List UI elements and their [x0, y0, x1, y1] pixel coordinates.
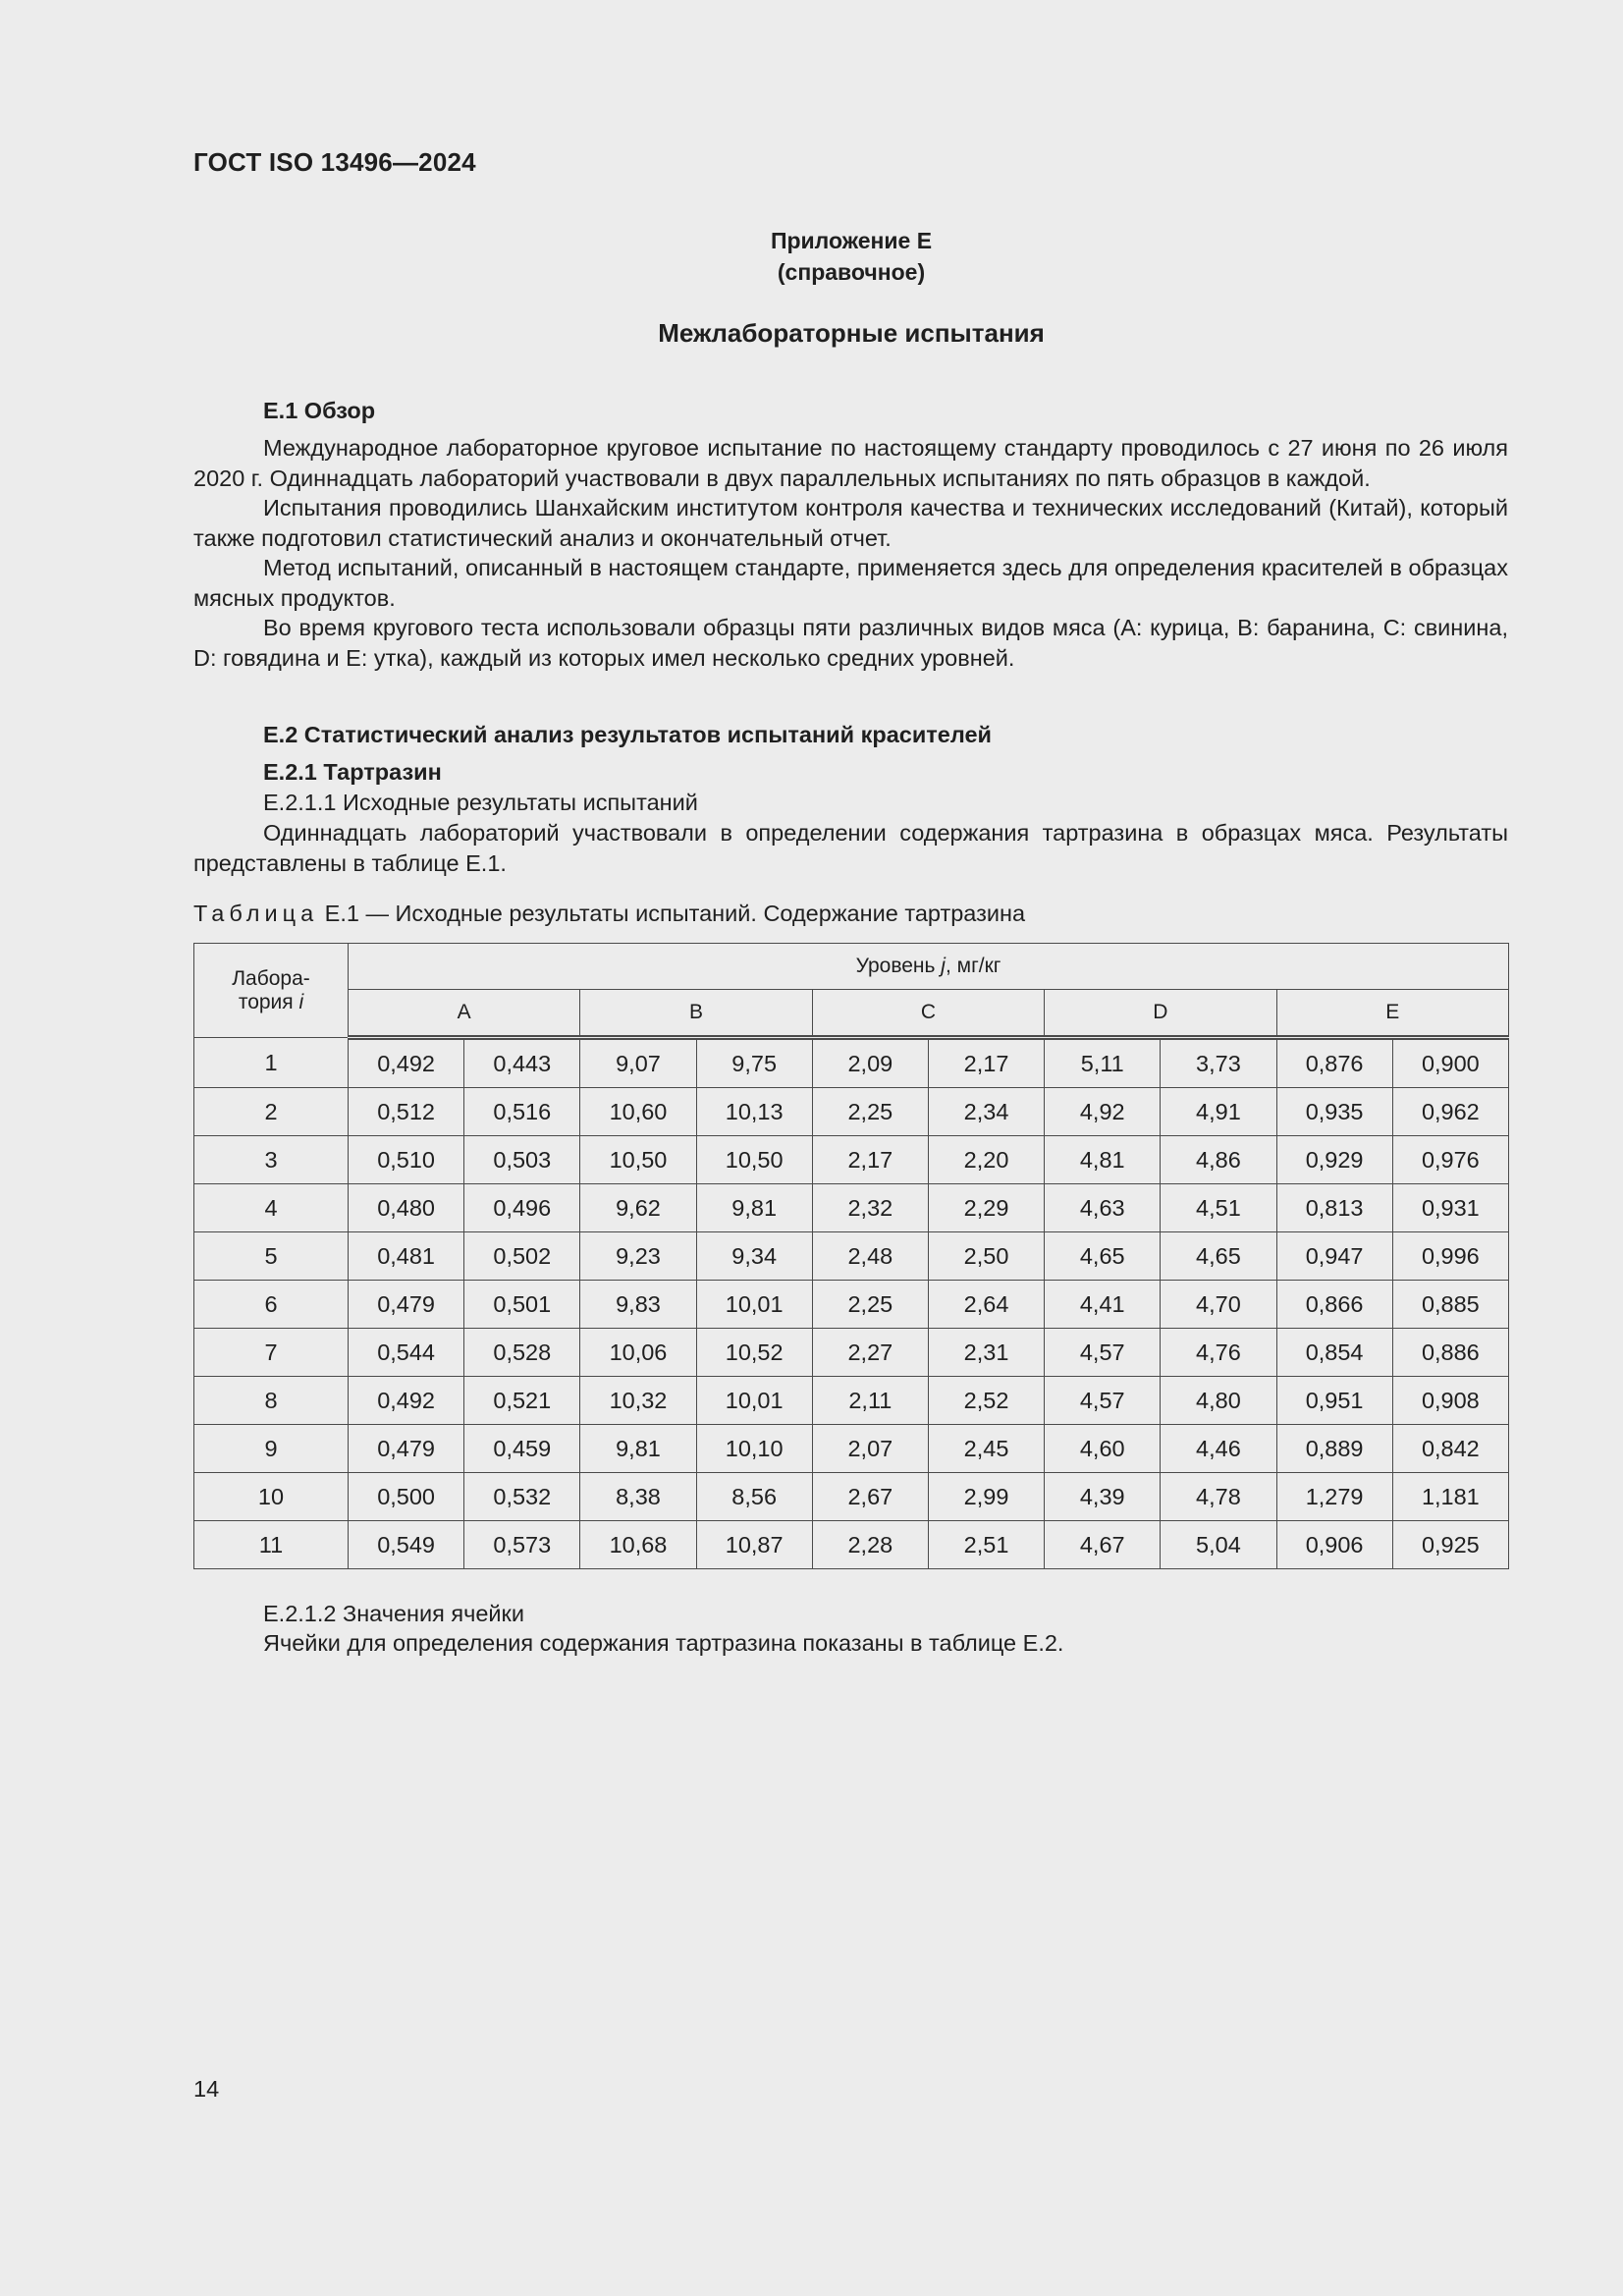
value-cell: 10,87 — [696, 1521, 812, 1569]
value-cell: 10,01 — [696, 1377, 812, 1425]
section-e1-body — [193, 433, 1508, 673]
value-cell: 0,900 — [1392, 1038, 1508, 1088]
value-cell: 2,25 — [812, 1281, 928, 1329]
value-cell: 2,45 — [928, 1425, 1044, 1473]
value-cell: 0,908 — [1392, 1377, 1508, 1425]
value-cell: 9,81 — [696, 1184, 812, 1232]
appendix-title: Приложение Е — [770, 228, 933, 253]
value-cell: 0,876 — [1276, 1038, 1392, 1088]
section-e212-body: Ячейки для определения содержания тартразина показаны в таблице Е.2. — [263, 1630, 1064, 1656]
value-cell: 2,09 — [812, 1038, 928, 1088]
value-cell: 0,496 — [464, 1184, 580, 1232]
value-cell: 2,11 — [812, 1377, 928, 1425]
value-cell: 4,57 — [1045, 1377, 1161, 1425]
section-e2-heading: Е.2 Статистический анализ результатов испытаний красителей — [263, 722, 992, 747]
section-e1-heading: Е.1 Обзор — [263, 398, 376, 423]
lab-number-cell: 2 — [194, 1088, 349, 1136]
value-cell: 2,50 — [928, 1232, 1044, 1281]
value-cell: 0,492 — [349, 1377, 464, 1425]
table-row — [194, 1038, 1509, 1088]
value-cell: 0,951 — [1276, 1377, 1392, 1425]
value-cell: 0,459 — [464, 1425, 580, 1473]
value-cell: 2,28 — [812, 1521, 928, 1569]
appendix-name: Межлабораторные испытания — [658, 318, 1045, 348]
value-cell: 1,279 — [1276, 1473, 1392, 1521]
value-cell: 0,962 — [1392, 1088, 1508, 1136]
document-code: ГОСТ ISO 13496—2024 — [193, 147, 476, 177]
value-cell: 10,50 — [580, 1136, 696, 1184]
section-e2-body — [193, 818, 1508, 878]
value-cell: 4,65 — [1045, 1232, 1161, 1281]
value-cell: 0,503 — [464, 1136, 580, 1184]
value-cell: 10,52 — [696, 1329, 812, 1377]
value-cell: 2,51 — [928, 1521, 1044, 1569]
value-cell: 10,32 — [580, 1377, 696, 1425]
table-caption-prefix: Таблица — [193, 901, 319, 926]
section-e21-heading: Е.2.1 Тартразин — [263, 759, 442, 785]
value-cell: 2,25 — [812, 1088, 928, 1136]
value-cell: 2,17 — [812, 1136, 928, 1184]
level-column-header: С — [812, 990, 1044, 1038]
table-row — [194, 1281, 1509, 1329]
value-cell: 2,52 — [928, 1377, 1044, 1425]
value-cell: 0,842 — [1392, 1425, 1508, 1473]
value-cell: 9,81 — [580, 1425, 696, 1473]
value-cell: 0,854 — [1276, 1329, 1392, 1377]
value-cell: 0,573 — [464, 1521, 580, 1569]
value-cell: 10,10 — [696, 1425, 812, 1473]
value-cell: 4,78 — [1161, 1473, 1276, 1521]
value-cell: 4,51 — [1161, 1184, 1276, 1232]
appendix-heading — [193, 225, 1509, 288]
lab-number-cell: 3 — [194, 1136, 349, 1184]
value-cell: 2,31 — [928, 1329, 1044, 1377]
lab-number-cell: 8 — [194, 1377, 349, 1425]
value-cell: 0,443 — [464, 1038, 580, 1088]
section-e212-heading: Е.2.1.2 Значения ячейки — [263, 1601, 524, 1626]
value-cell: 2,67 — [812, 1473, 928, 1521]
value-cell: 2,99 — [928, 1473, 1044, 1521]
value-cell: 0,502 — [464, 1232, 580, 1281]
value-cell: 4,92 — [1045, 1088, 1161, 1136]
value-cell: 0,925 — [1392, 1521, 1508, 1569]
value-cell: 3,73 — [1161, 1038, 1276, 1088]
paragraph: Испытания проводились Шанхайским институтом контроля качества и технических исследований (Китай), который также подготовил статистический анализ и окончательный отчет. — [193, 495, 1508, 551]
value-cell: 2,32 — [812, 1184, 928, 1232]
value-cell: 0,544 — [349, 1329, 464, 1377]
table-row — [194, 1329, 1509, 1377]
lab-number-cell: 9 — [194, 1425, 349, 1473]
value-cell: 0,886 — [1392, 1329, 1508, 1377]
lab-number-cell: 11 — [194, 1521, 349, 1569]
value-cell: 8,38 — [580, 1473, 696, 1521]
table-caption-text: Е.1 — Исходные результаты испытаний. Содержание тартразина — [318, 901, 1026, 926]
value-cell: 4,70 — [1161, 1281, 1276, 1329]
value-cell: 2,27 — [812, 1329, 928, 1377]
value-cell: 2,48 — [812, 1232, 928, 1281]
value-cell: 2,07 — [812, 1425, 928, 1473]
value-cell: 0,528 — [464, 1329, 580, 1377]
table-row — [194, 1232, 1509, 1281]
value-cell: 0,996 — [1392, 1232, 1508, 1281]
value-cell: 10,50 — [696, 1136, 812, 1184]
section-e211-heading: Е.2.1.1 Исходные результаты испытаний — [263, 790, 698, 815]
value-cell: 4,63 — [1045, 1184, 1161, 1232]
value-cell: 4,65 — [1161, 1232, 1276, 1281]
table-row — [194, 1425, 1509, 1473]
value-cell: 0,512 — [349, 1088, 464, 1136]
results-table — [193, 943, 1509, 1569]
value-cell: 0,866 — [1276, 1281, 1392, 1329]
table-row — [194, 1473, 1509, 1521]
value-cell: 9,83 — [580, 1281, 696, 1329]
lab-number-cell: 4 — [194, 1184, 349, 1232]
lab-number-cell: 6 — [194, 1281, 349, 1329]
value-cell: 10,68 — [580, 1521, 696, 1569]
paragraph: Во время кругового теста использовали образцы пяти различных видов мяса (А: курица, В: баранина, С: свинина, D: говядина и Е: утка), каждый из которых имел несколько средних уровней. — [193, 615, 1508, 671]
value-cell: 4,91 — [1161, 1088, 1276, 1136]
lab-number-cell: 10 — [194, 1473, 349, 1521]
value-cell: 0,481 — [349, 1232, 464, 1281]
value-cell: 4,41 — [1045, 1281, 1161, 1329]
page-number: 14 — [193, 2076, 220, 2102]
value-cell: 0,929 — [1276, 1136, 1392, 1184]
value-cell: 0,479 — [349, 1425, 464, 1473]
value-cell: 10,13 — [696, 1088, 812, 1136]
value-cell: 0,813 — [1276, 1184, 1392, 1232]
value-cell: 8,56 — [696, 1473, 812, 1521]
value-cell: 4,76 — [1161, 1329, 1276, 1377]
value-cell: 10,01 — [696, 1281, 812, 1329]
value-cell: 0,479 — [349, 1281, 464, 1329]
value-cell: 2,20 — [928, 1136, 1044, 1184]
value-cell: 10,06 — [580, 1329, 696, 1377]
value-cell: 0,532 — [464, 1473, 580, 1521]
paragraph: Метод испытаний, описанный в настоящем стандарте, применяется здесь для определения красителей в образцах мясных продуктов. — [193, 555, 1508, 611]
value-cell: 2,34 — [928, 1088, 1044, 1136]
value-cell: 0,549 — [349, 1521, 464, 1569]
value-cell: 5,11 — [1045, 1038, 1161, 1088]
lab-number-cell: 1 — [194, 1038, 349, 1088]
value-cell: 9,07 — [580, 1038, 696, 1088]
table-row — [194, 1088, 1509, 1136]
value-cell: 0,885 — [1392, 1281, 1508, 1329]
level-header: Уровень j, мг/кг — [349, 944, 1509, 990]
level-column-header: Е — [1276, 990, 1509, 1038]
value-cell: 0,935 — [1276, 1088, 1392, 1136]
value-cell: 4,81 — [1045, 1136, 1161, 1184]
value-cell: 4,80 — [1161, 1377, 1276, 1425]
value-cell: 9,62 — [580, 1184, 696, 1232]
value-cell: 2,64 — [928, 1281, 1044, 1329]
lab-number-cell: 7 — [194, 1329, 349, 1377]
table-row — [194, 1521, 1509, 1569]
value-cell: 0,906 — [1276, 1521, 1392, 1569]
value-cell: 0,516 — [464, 1088, 580, 1136]
value-cell: 4,57 — [1045, 1329, 1161, 1377]
value-cell: 0,500 — [349, 1473, 464, 1521]
value-cell: 5,04 — [1161, 1521, 1276, 1569]
value-cell: 4,46 — [1161, 1425, 1276, 1473]
value-cell: 9,23 — [580, 1232, 696, 1281]
level-column-header: А — [349, 990, 580, 1038]
value-cell: 2,17 — [928, 1038, 1044, 1088]
table-row — [194, 1184, 1509, 1232]
table-row — [194, 1136, 1509, 1184]
paragraph: Международное лабораторное круговое испытание по настоящему стандарту проводилось с 27 июня по 26 июля 2020 г. Одиннадцать лабораторий участвовали в двух параллельных испытаниях по пять образцов в каждой. — [193, 435, 1508, 491]
value-cell: 10,60 — [580, 1088, 696, 1136]
value-cell: 4,60 — [1045, 1425, 1161, 1473]
value-cell: 0,521 — [464, 1377, 580, 1425]
value-cell: 9,75 — [696, 1038, 812, 1088]
appendix-type: (справочное) — [777, 259, 926, 285]
value-cell: 1,181 — [1392, 1473, 1508, 1521]
table-caption — [193, 901, 1025, 927]
value-cell: 0,947 — [1276, 1232, 1392, 1281]
value-cell: 0,976 — [1392, 1136, 1508, 1184]
value-cell: 0,492 — [349, 1038, 464, 1088]
paragraph: Одиннадцать лабораторий участвовали в определении содержания тартразина в образцах мяса. Результаты представлены в таблице Е.1. — [193, 820, 1508, 876]
lab-number-cell: 5 — [194, 1232, 349, 1281]
value-cell: 0,931 — [1392, 1184, 1508, 1232]
level-column-header: D — [1045, 990, 1276, 1038]
value-cell: 0,510 — [349, 1136, 464, 1184]
value-cell: 0,501 — [464, 1281, 580, 1329]
value-cell: 0,889 — [1276, 1425, 1392, 1473]
value-cell: 0,480 — [349, 1184, 464, 1232]
lab-column-header: Лабора- тория i — [194, 944, 349, 1038]
table-row — [194, 1377, 1509, 1425]
value-cell: 4,86 — [1161, 1136, 1276, 1184]
value-cell: 4,39 — [1045, 1473, 1161, 1521]
value-cell: 2,29 — [928, 1184, 1044, 1232]
level-column-header: В — [580, 990, 812, 1038]
value-cell: 4,67 — [1045, 1521, 1161, 1569]
value-cell: 9,34 — [696, 1232, 812, 1281]
